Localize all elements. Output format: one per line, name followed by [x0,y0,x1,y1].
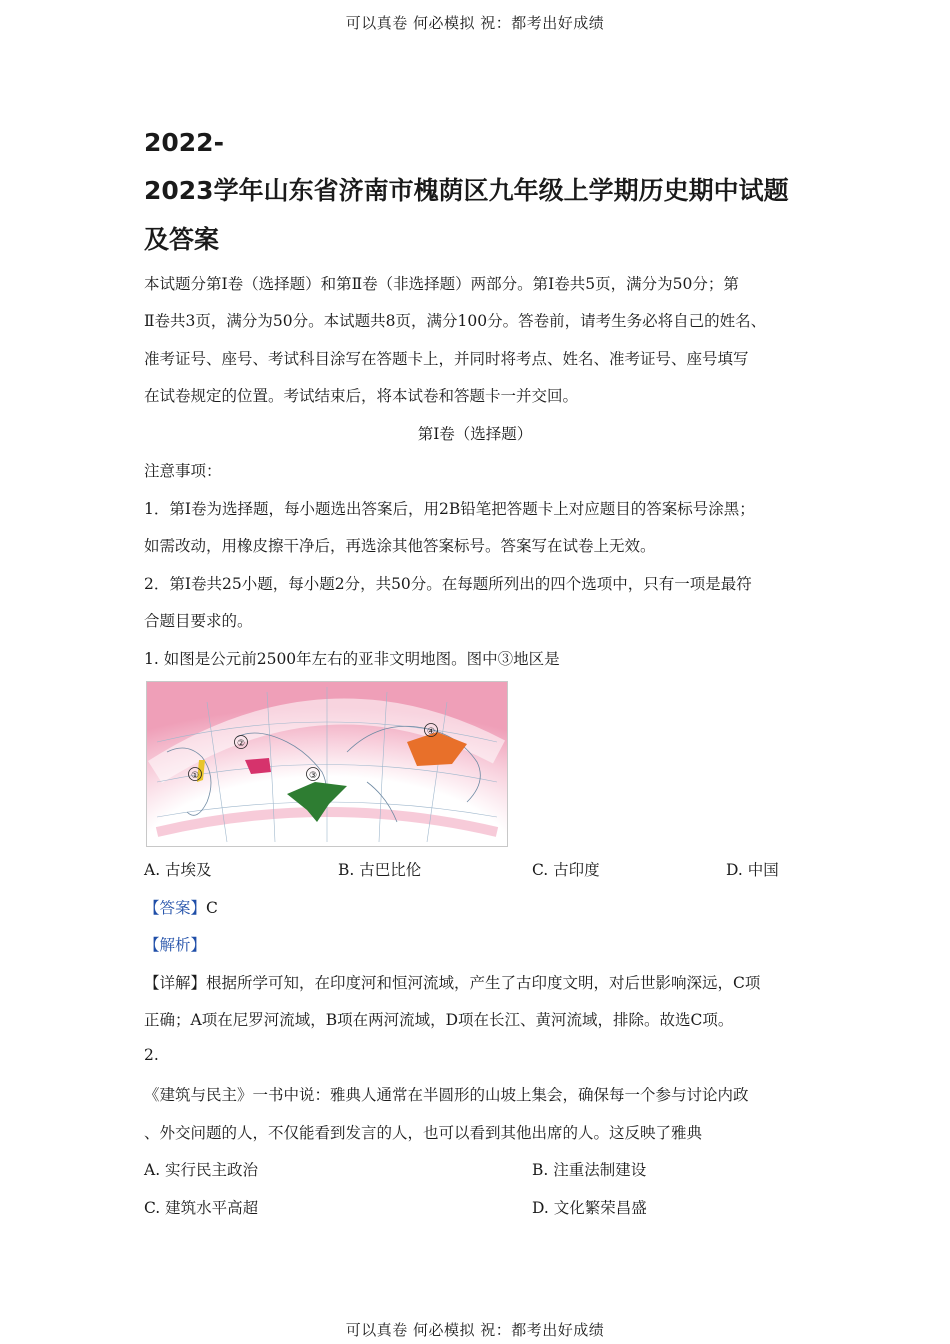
map-label-3: ③ [308,771,318,781]
q1-option-d: D. 中国 [726,861,779,879]
q1-option-b: B. 古巴比伦 [338,861,422,879]
q2-option-a: A. 实行民主政治 [144,1161,259,1179]
q2-option-b: B. 注重法制建设 [532,1161,647,1179]
page-title-line-3: 及答案 [144,225,220,254]
notice-line-4: 合题目要求的。 [144,612,253,630]
intro-line-1: 本试题分第Ⅰ卷（选择题）和第Ⅱ卷（非选择题）两部分。第Ⅰ卷共5页，满分为50分；第 [144,275,739,293]
map-label-4: ④ [426,727,436,737]
q1-detail-line-1: 【详解】根据所学可知，在印度河和恒河流域，产生了古印度文明，对后世影响深远，C项 [144,974,761,992]
map-label-1: ① [190,771,200,781]
q1-option-a: A. 古埃及 [144,861,212,879]
header-slogan: 可以真卷 何必模拟 祝：都考出好成绩 [345,14,605,32]
map-illustration [147,682,507,846]
page-title-line-1: 2022- [144,128,224,157]
intro-line-3: 准考证号、座号、考试科目涂写在答题卡上，并同时将考点、姓名、准考证号、座号填写 [144,350,749,368]
section-title: 第Ⅰ卷（选择题） [417,425,533,443]
q1-analysis-label: 【解析】 [144,936,207,954]
intro-line-4: 在试卷规定的位置。考试结束后，将本试卷和答题卡一并交回。 [144,387,579,405]
question-2-number: 2. [144,1046,159,1064]
q2-option-c: C. 建筑水平高超 [144,1199,259,1217]
page-title-line-2: 2023学年山东省济南市槐荫区九年级上学期历史期中试题 [144,176,789,205]
intro-line-2: Ⅱ卷共3页，满分为50分。本试题共8页，满分100分。答卷前，请考生务必将自己的姓名、 [144,312,767,330]
answer-label: 【答案】 [144,899,207,917]
q2-option-d: D. 文化繁荣昌盛 [532,1199,647,1217]
map-label-2: ② [236,739,246,749]
notice-heading: 注意事项： [144,462,222,480]
question-2-stem-line-1: 《建筑与民主》一书中说：雅典人通常在半圆形的山坡上集会，确保每一个参与讨论内政 [144,1086,749,1104]
q1-option-c: C. 古印度 [532,861,600,879]
q1-detail-line-2: 正确；A项在尼罗河流域，B项在两河流域，D项在长江、黄河流域，排除。故选C项。 [144,1011,734,1029]
answer-value: C [206,899,218,917]
notice-line-3: 2．第Ⅰ卷共25小题，每小题2分，共50分。在每题所列出的四个选项中，只有一项是最符 [144,575,752,593]
footer-slogan: 可以真卷 何必模拟 祝：都考出好成绩 [345,1321,605,1339]
question-2-stem-line-2: 、外交问题的人，不仅能看到发言的人，也可以看到其他出席的人。这反映了雅典 [144,1124,703,1142]
notice-line-1: 1．第Ⅰ卷为选择题，每小题选出答案后，用2B铅笔把答题卡上对应题目的答案标号涂黑； [144,500,755,518]
notice-line-2: 如需改动，用橡皮擦干净后，再选涂其他答案标号。答案写在试卷上无效。 [144,537,656,555]
question-1-stem: 1. 如图是公元前2500年左右的亚非文明地图。图中③地区是 [144,650,560,668]
q1-answer [144,896,218,918]
ancient-civilization-map [146,681,508,847]
